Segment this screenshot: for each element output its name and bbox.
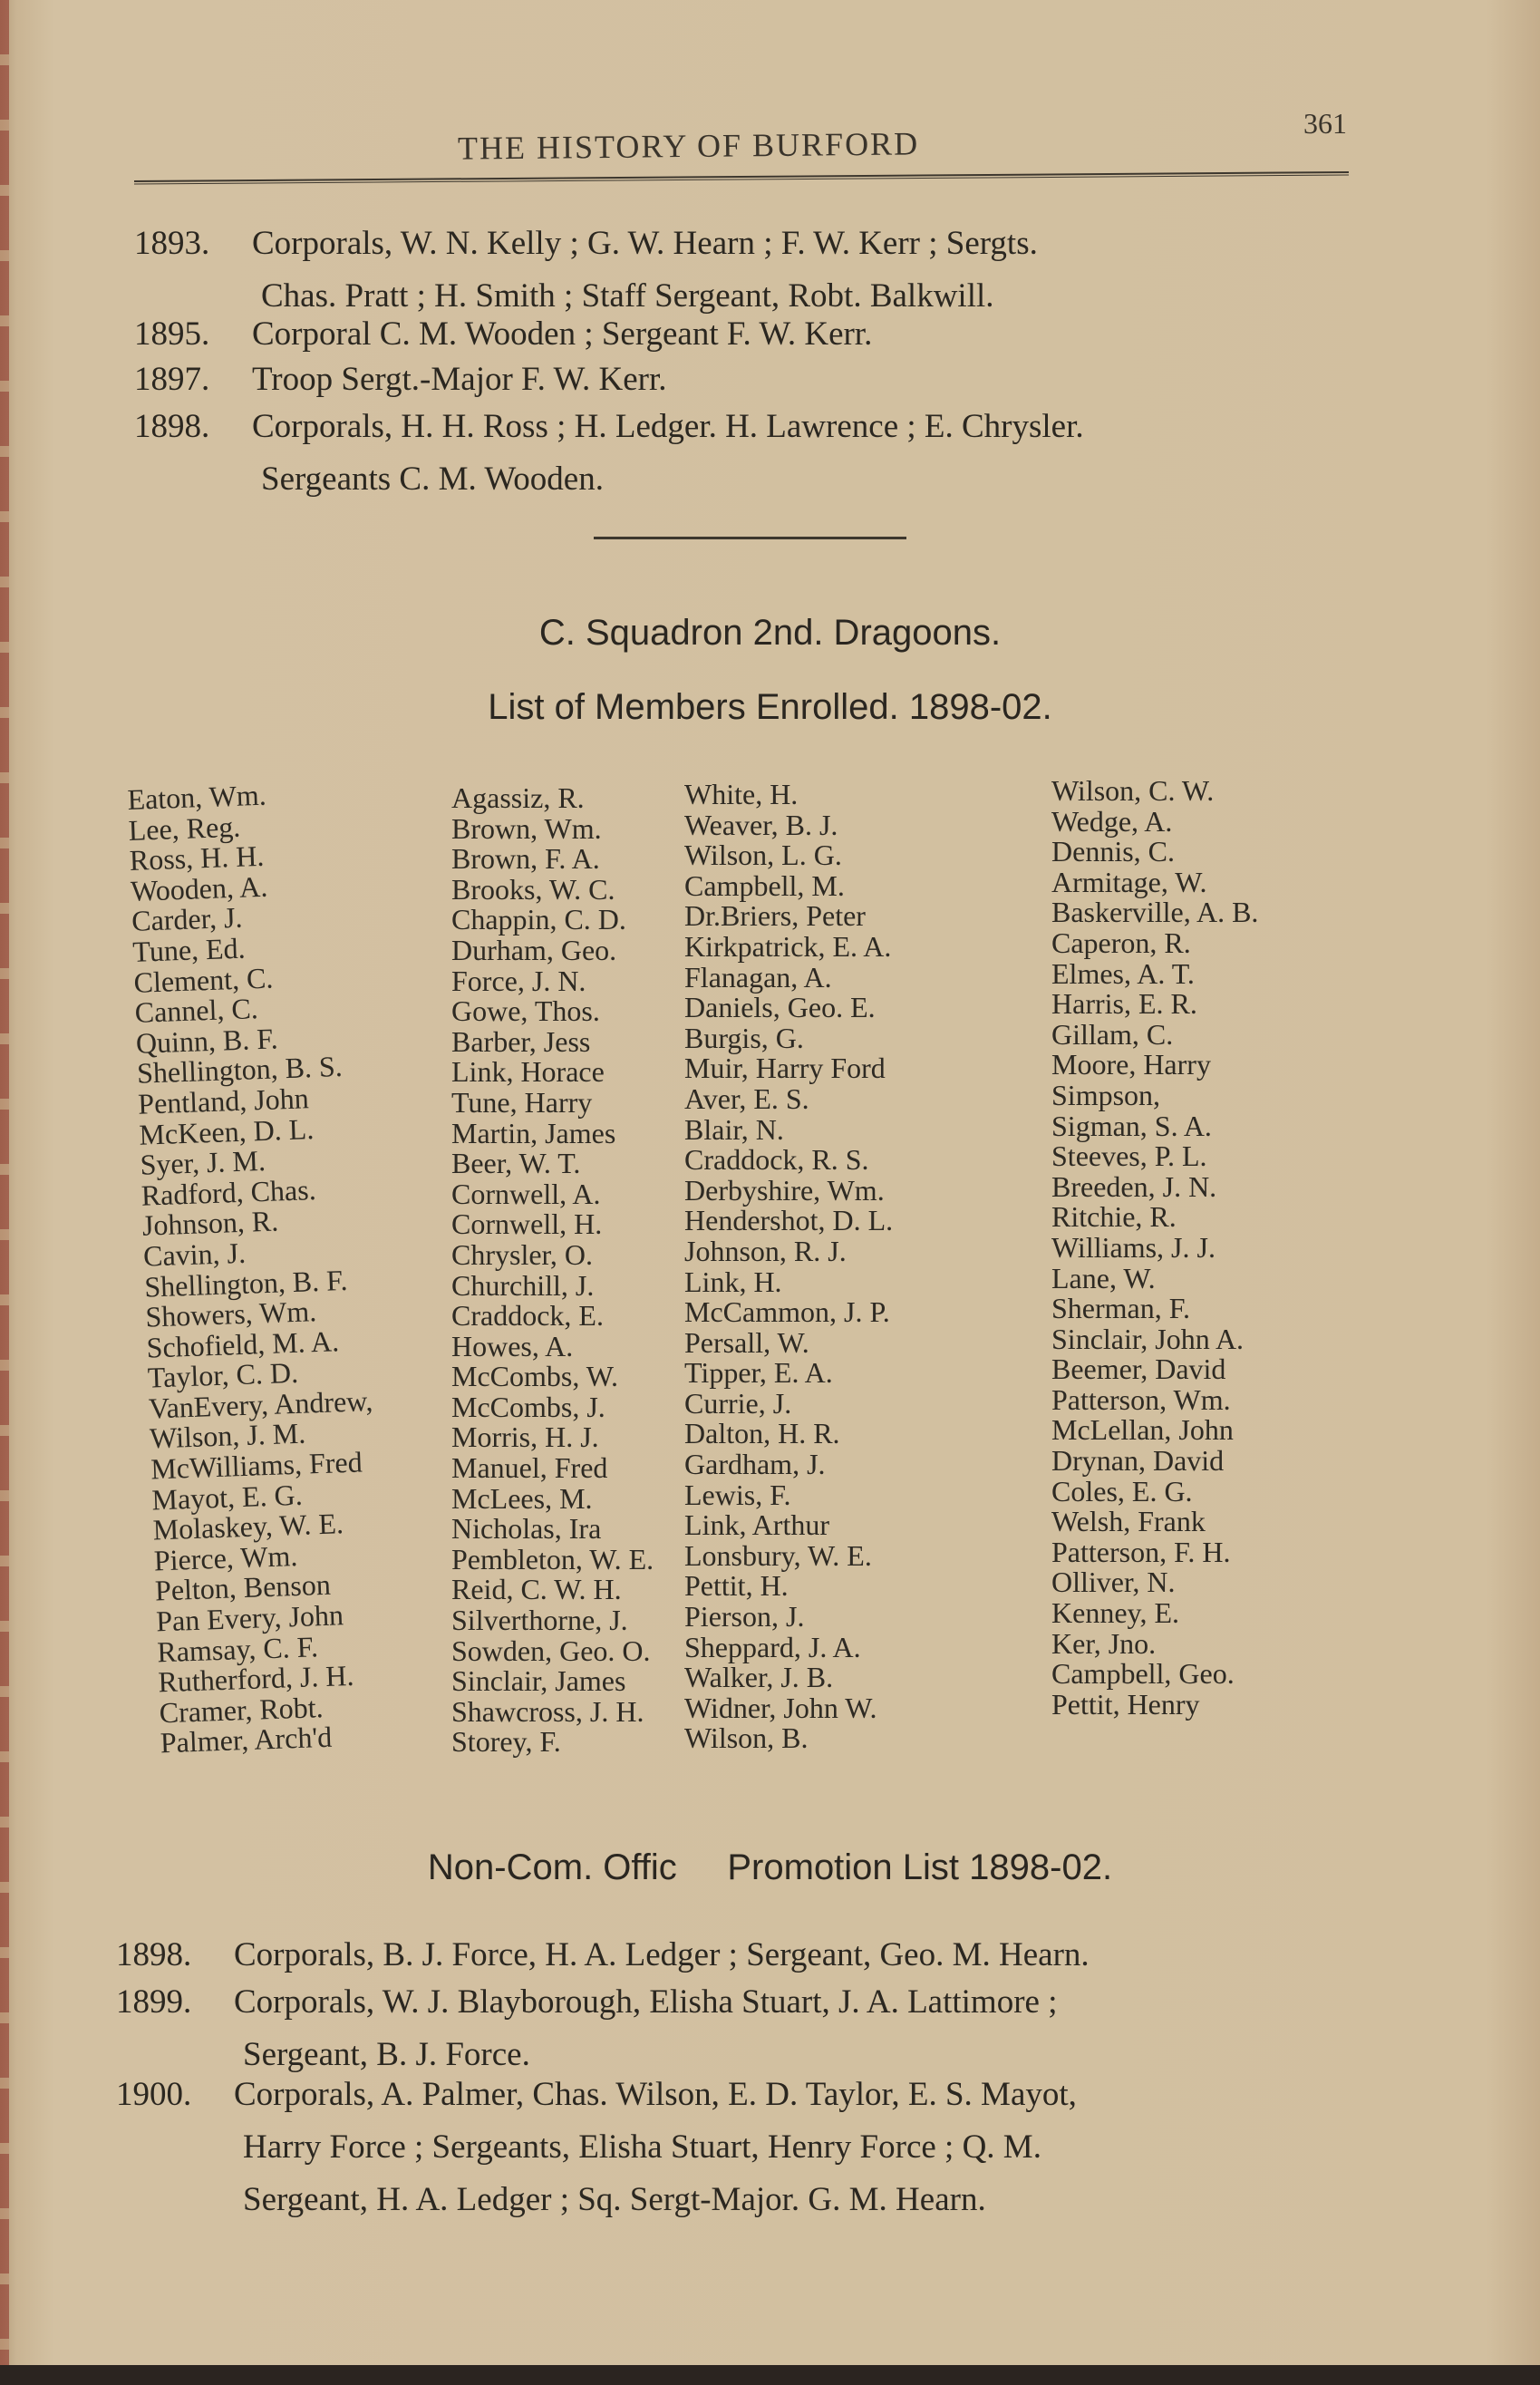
record-line: Sergeants C. M. Wooden.: [261, 461, 604, 498]
member-name: Pierce, Wm.: [153, 1538, 298, 1577]
member-name: Sherman, F.: [1051, 1292, 1190, 1325]
record-line: Corporals, W. J. Blayborough, Elisha Stuart, J. A. Lattimore ;: [234, 1983, 1058, 2021]
member-name: McCammon, J. P.: [684, 1295, 890, 1329]
member-name: Ramsay, C. F.: [156, 1629, 319, 1669]
member-name: Lewis, F.: [684, 1478, 791, 1511]
member-name: Molaskey, W. E.: [152, 1507, 344, 1546]
member-name: Cannel, C.: [134, 992, 259, 1029]
record-1897: [134, 354, 667, 406]
member-name: Gowe, Thos.: [451, 994, 600, 1028]
member-name: Widner, John W.: [684, 1691, 877, 1724]
member-name: Persall, W.: [684, 1325, 809, 1359]
record-1898: [134, 401, 1084, 506]
record-line: Troop Sergt.-Major F. W. Kerr.: [252, 361, 667, 398]
member-name: Storey, F.: [451, 1725, 561, 1759]
member-name: Ker, Jno.: [1051, 1626, 1157, 1660]
member-name: Agassiz, R.: [451, 781, 585, 814]
member-name: Rutherford, J. H.: [157, 1659, 355, 1699]
member-name: Welsh, Frank: [1051, 1505, 1206, 1538]
record-year: 1898.: [134, 408, 210, 445]
member-name: Clement, C.: [132, 961, 274, 999]
member-name: Williams, J. J.: [1051, 1230, 1216, 1264]
member-name: Shellington, B. S.: [136, 1050, 344, 1091]
member-name: Pentland, John: [137, 1081, 310, 1120]
member-name: Link, H.: [684, 1265, 782, 1298]
member-name: Gardham, J.: [684, 1448, 826, 1481]
member-name: McKeen, D. L.: [138, 1111, 315, 1151]
member-name: Wedge, A.: [1051, 804, 1173, 838]
member-name: Craddock, R. S.: [684, 1143, 869, 1177]
page-bottom-edge: [0, 2365, 1540, 2385]
member-name: Pelton, Benson: [154, 1568, 332, 1607]
page-number: 361: [1303, 107, 1347, 140]
record-line: Corporals, H. H. Ross ; H. Ledger. H. Lawrence ; E. Chrysler.: [252, 408, 1084, 445]
member-name: Barber, Jess: [451, 1024, 591, 1058]
member-name: Wilson, J. M.: [149, 1417, 306, 1456]
members-column-3: [684, 780, 893, 1754]
member-name: Simpson,: [1051, 1078, 1161, 1111]
member-name: Caperon, R.: [1051, 926, 1191, 959]
member-name: Ritchie, R.: [1051, 1200, 1177, 1234]
member-name: Coles, E. G.: [1051, 1474, 1193, 1508]
member-name: Harris, E. R.: [1051, 987, 1197, 1021]
member-name: VanEvery, Andrew,: [148, 1383, 373, 1425]
header-rule: [134, 169, 1349, 187]
member-name: Lane, W.: [1051, 1261, 1156, 1294]
member-name: Morris, H. J.: [451, 1420, 599, 1454]
member-name: Hendershot, D. L.: [684, 1204, 894, 1237]
member-name: Silverthorne, J.: [451, 1604, 628, 1637]
member-name: Wilson, C. W.: [1051, 774, 1215, 807]
promotion-1899: [116, 1976, 1058, 2081]
member-name: Brooks, W. C.: [451, 872, 615, 906]
member-name: McLellan, John: [1051, 1413, 1234, 1447]
record-year: 1900.: [116, 2076, 192, 2113]
member-name: Brown, F. A.: [451, 842, 600, 876]
member-name: Tune, Ed.: [131, 931, 247, 968]
member-name: Kirkpatrick, E. A.: [684, 929, 892, 963]
member-name: Palmer, Arch'd: [160, 1721, 333, 1760]
record-1893: [134, 218, 1038, 323]
member-name: Muir, Harry Ford: [684, 1052, 886, 1085]
member-name: Flanagan, A.: [684, 960, 832, 994]
member-name: Reid, C. W. H.: [451, 1573, 622, 1606]
member-name: Beemer, David: [1051, 1352, 1226, 1386]
member-name: Syer, J. M.: [139, 1144, 266, 1181]
record-year: 1899.: [116, 1983, 192, 2021]
member-name: Pettit, H.: [684, 1569, 789, 1603]
record-line: Corporals, W. N. Kelly ; G. W. Hearn ; F. W. Kerr ; Sergts.: [252, 225, 1038, 262]
member-name: Breeden, J. N.: [1051, 1169, 1217, 1203]
record-year: 1898.: [116, 1936, 192, 1973]
member-name: Pierson, J.: [684, 1600, 805, 1634]
member-name: Patterson, Wm.: [1051, 1382, 1231, 1416]
member-name: Armitage, W.: [1051, 865, 1207, 898]
promotion-1900: [116, 2069, 1077, 2226]
member-name: Cramer, Robt.: [159, 1690, 324, 1730]
record-line: Sergeant, B. J. Force.: [243, 2036, 530, 2073]
member-name: Brown, Wm.: [451, 811, 602, 845]
member-name: Howes, A.: [451, 1329, 574, 1362]
member-name: Sowden, Geo. O.: [451, 1634, 651, 1667]
member-name: Ross, H. H.: [129, 839, 265, 877]
member-name: McCombs, W.: [451, 1360, 619, 1393]
member-name: Eaton, Wm.: [126, 778, 267, 816]
member-name: Quinn, B. F.: [135, 1022, 279, 1060]
member-name: Sinclair, James: [451, 1664, 626, 1698]
member-name: Pan Every, John: [155, 1598, 344, 1638]
member-name: Drynan, David: [1051, 1444, 1225, 1478]
member-name: McCombs, J.: [451, 1390, 605, 1423]
member-name: Taylor, C. D.: [147, 1356, 299, 1394]
member-name: Cornwell, H.: [451, 1207, 603, 1241]
member-name: Pembleton, W. E.: [451, 1542, 654, 1575]
member-name: Shawcross, J. H.: [451, 1694, 644, 1728]
member-name: Schofield, M. A.: [146, 1323, 340, 1364]
member-name: Martin, James: [451, 1116, 616, 1149]
member-name: Elmes, A. T.: [1051, 956, 1195, 990]
member-name: Carder, J.: [131, 901, 244, 938]
member-name: Mayot, E. G.: [150, 1478, 304, 1517]
member-name: Tipper, E. A.: [684, 1356, 833, 1390]
member-name: White, H.: [684, 778, 799, 810]
member-name: Steeves, P. L.: [1051, 1139, 1207, 1173]
page-binding-edge: [0, 0, 9, 2385]
record-line: Corporals, B. J. Force, H. A. Ledger ; Sergeant, Geo. M. Hearn.: [234, 1936, 1090, 1973]
member-name: Wilson, L. G.: [684, 839, 842, 872]
member-name: Walker, J. B.: [684, 1661, 834, 1694]
member-name: Gillam, C.: [1051, 1017, 1174, 1051]
record-line: Chas. Pratt ; H. Smith ; Staff Sergeant, Robt. Balkwill.: [261, 277, 994, 315]
member-name: Sinclair, John A.: [1051, 1322, 1245, 1355]
members-column-1: [127, 777, 385, 1759]
member-name: Tune, Harry: [451, 1085, 593, 1119]
members-column-4: [1051, 776, 1258, 1720]
member-name: Patterson, F. H.: [1051, 1535, 1231, 1568]
member-name: Churchill, J.: [451, 1268, 595, 1302]
member-name: Beer, W. T.: [451, 1147, 581, 1180]
section-title: C. Squadron 2nd. Dragoons.: [538, 613, 1002, 653]
member-name: Dr.Briers, Peter: [684, 899, 866, 933]
member-name: Pettit, Henry: [1051, 1687, 1200, 1721]
record-year: 1895.: [134, 315, 210, 353]
promotion-1898: [116, 1929, 1090, 1982]
member-name: Nicholas, Ira: [451, 1512, 602, 1546]
member-name: Showers, Wm.: [144, 1294, 317, 1333]
member-name: Johnson, R.: [141, 1204, 279, 1243]
member-name: Currie, J.: [684, 1386, 792, 1420]
member-name: Cornwell, A.: [451, 1177, 601, 1210]
member-name: Derbyshire, Wm.: [684, 1173, 885, 1207]
member-name: Blair, N.: [684, 1112, 784, 1146]
running-head: THE HISTORY OF BURFORD: [457, 125, 920, 167]
member-name: Link, Arthur: [684, 1508, 829, 1542]
member-name: Kenney, E.: [1051, 1596, 1179, 1630]
member-name: Cavin, J.: [142, 1236, 247, 1273]
member-name: Durham, Geo.: [451, 933, 617, 966]
member-name: Chrysler, O.: [451, 1237, 594, 1271]
record-year: 1893.: [134, 225, 210, 262]
member-name: Campbell, M.: [684, 868, 845, 902]
member-name: Wilson, B.: [684, 1721, 809, 1755]
member-name: Weaver, B. J.: [684, 808, 838, 841]
member-name: Campbell, Geo.: [1051, 1657, 1235, 1691]
record-line: Harry Force ; Sergeants, Elisha Stuart, Henry Force ; Q. M.: [243, 2128, 1041, 2166]
section-divider: [594, 537, 906, 539]
member-name: Dalton, H. R.: [684, 1417, 840, 1450]
member-name: Craddock, E.: [451, 1299, 604, 1333]
member-name: Olliver, N.: [1051, 1566, 1176, 1599]
member-name: Dennis, C.: [1051, 835, 1175, 868]
member-name: Johnson, R. J.: [684, 1234, 847, 1267]
member-name: McLees, M.: [451, 1481, 593, 1515]
member-name: Lee, Reg.: [128, 810, 241, 847]
member-name: Sigman, S. A.: [1051, 1109, 1212, 1142]
record-year: 1897.: [134, 361, 210, 398]
member-name: Link, Horace: [451, 1055, 605, 1089]
member-name: Shellington, B. F.: [143, 1263, 348, 1304]
members-column-2: [451, 783, 654, 1758]
member-name: Baskerville, A. B.: [1051, 896, 1259, 929]
member-name: Moore, Harry: [1051, 1048, 1211, 1081]
record-line: Sergeant, H. A. Ledger ; Sq. Sergt-Major. G. M. Hearn.: [243, 2181, 986, 2218]
member-name: Daniels, Geo. E.: [684, 991, 876, 1024]
member-name: Lonsbury, W. E.: [684, 1538, 872, 1572]
member-name: Manuel, Fred: [451, 1451, 608, 1485]
member-name: Burgis, G.: [684, 1021, 804, 1054]
record-line: Corporals, A. Palmer, Chas. Wilson, E. D. Taylor, E. S. Mayot,: [234, 2076, 1077, 2113]
member-name: McWilliams, Fred: [150, 1445, 363, 1486]
section-subtitle: List of Members Enrolled. 1898-02.: [488, 687, 1052, 727]
member-name: Sheppard, J. A.: [684, 1630, 861, 1663]
member-name: Aver, E. S.: [684, 1081, 809, 1115]
member-name: Force, J. N.: [451, 964, 586, 997]
member-name: Chappin, C. D.: [451, 903, 626, 936]
member-name: Wooden, A.: [130, 869, 268, 907]
record-line: Corporal C. M. Wooden ; Sergeant F. W. Kerr.: [252, 315, 873, 353]
promotion-heading: Non-Com. Offic Promotion List 1898-02.: [427, 1847, 1113, 1887]
member-name: Radford, Chas.: [140, 1172, 317, 1212]
